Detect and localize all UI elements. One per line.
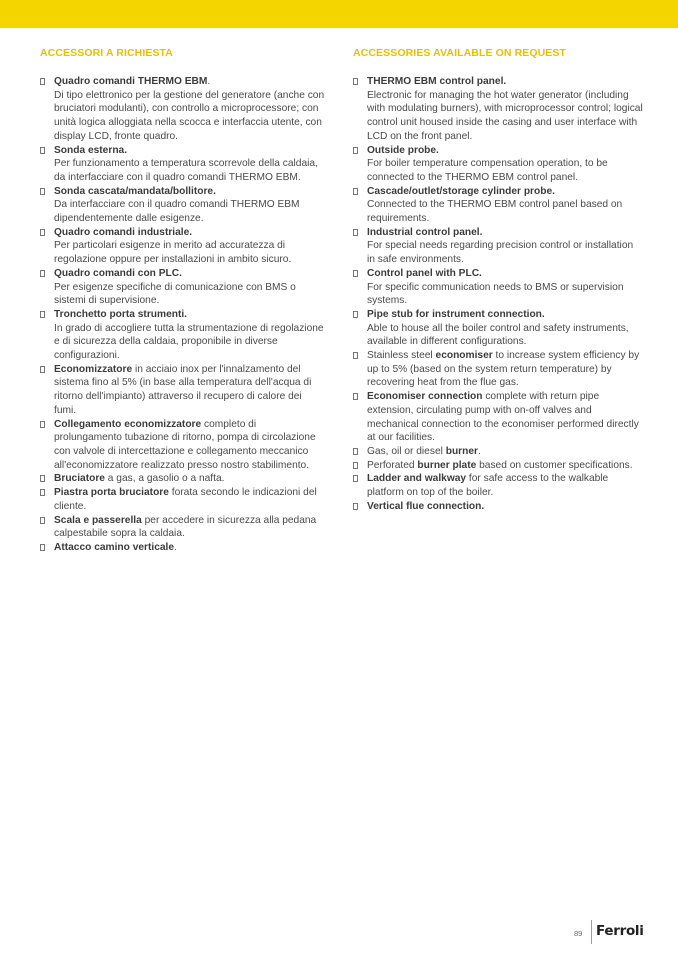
item-title: Quadro comandi con PLC.: [54, 267, 182, 279]
list-item: [353, 390, 643, 445]
item-text: to increase system efficiency by up to 5% (based on the system return temperature) by recovering heat from the flue gas.: [367, 350, 640, 389]
item-text: Able to house all the boiler control and safety instruments, available in different configurations.: [367, 322, 629, 348]
bullet-box-icon: [40, 489, 45, 496]
bullet-box-icon: [40, 188, 45, 195]
list-item: [353, 144, 643, 185]
bullet-box-icon: [353, 462, 358, 469]
bullet-box-icon: [40, 544, 45, 551]
item-title: Control panel with PLC.: [367, 267, 482, 279]
item-text: based on customer specifications.: [476, 459, 633, 471]
item-text: In grado di accogliere tutta la strumentazione di regolazione e di sicurezza della caldaia, proponibile in diverse configurazioni.: [54, 322, 324, 362]
item-text: For special needs regarding precision control or installation in safe environments.: [367, 240, 634, 266]
bullet-box-icon: [353, 188, 358, 195]
list-item: [40, 308, 325, 363]
list-item: [40, 75, 325, 144]
item-text: Gas, oil or diesel: [367, 445, 446, 457]
top-color-band: [0, 0, 678, 28]
bullet-box-icon: [353, 229, 358, 236]
item-text: Per funzionamento a temperatura scorrevole della caldaia, da interfacciare con il quadro comandi THERMO EBM.: [54, 158, 318, 183]
bullet-box-icon: [353, 78, 358, 85]
item-title: Economiser connection: [367, 391, 483, 403]
list-item: [353, 226, 643, 267]
item-text: Da interfacciare con il quadro comandi THERMO EBM dipendentemente dalle esigenze.: [54, 199, 300, 225]
bullet-box-icon: [353, 503, 358, 510]
ferroli-logo: Ferroli: [596, 923, 644, 939]
bullet-box-icon: [40, 270, 45, 277]
english-column: [353, 47, 643, 514]
list-item: [353, 500, 643, 514]
list-item: [353, 459, 643, 473]
bullet-box-icon: [353, 270, 358, 277]
item-text: forata secondo le indicazioni del cliente.: [54, 487, 317, 512]
item-text: for safe access to the walkable platform on top of the boiler.: [367, 473, 609, 499]
list-item: [40, 418, 325, 473]
list-item: [40, 226, 325, 267]
item-title: Pipe stub for instrument connection.: [367, 308, 545, 320]
bullet-box-icon: [353, 147, 358, 154]
list-item: [40, 185, 325, 226]
item-title: Piastra porta bruciatore: [54, 487, 169, 499]
item-title: economiser: [435, 350, 493, 362]
list-item: [353, 472, 643, 499]
list-item: [353, 445, 643, 459]
bullet-box-icon: [353, 352, 358, 359]
item-text: a gas, a gasolio o a nafta.: [104, 473, 225, 485]
list-item: [40, 541, 325, 555]
list-item: [40, 144, 325, 185]
item-text: Connected to the THERMO EBM control panel based on requirements.: [367, 199, 623, 225]
item-title: Sonda cascata/mandata/bollitore.: [54, 185, 216, 197]
list-item: [40, 363, 325, 418]
bullet-box-icon: [40, 78, 45, 85]
italian-column: [40, 47, 325, 555]
list-item: [353, 185, 643, 226]
item-title: Quadro comandi industriale.: [54, 226, 193, 238]
item-text: in acciaio inox per l'innalzamento del sistema fino al 5% (in base alla temperatura dell'acqua di ritorno dell'impianto) attraverso il recupero di calore dei fumi.: [54, 363, 312, 416]
bullet-box-icon: [353, 448, 358, 455]
bullet-box-icon: [40, 311, 45, 318]
bullet-box-icon: [40, 475, 45, 482]
item-text: complete with return pipe extension, circulating pump with on-off valves and mechanical connection to the economiser performed directly at our facilities.: [367, 391, 639, 444]
item-title: Attacco camino verticale: [54, 541, 175, 553]
bullet-box-icon: [40, 421, 45, 428]
item-text: per accedere in sicurezza alla pedana calpestabile sopra la caldaia.: [54, 514, 317, 540]
item-title: Outside probe.: [367, 144, 439, 156]
item-text: completo di prolungamento tubazione di ritorno, pompa di circolazione con valvole di intercettazione e collegamento meccanico all'economizzatore realizzato presso nostro stabilimento.: [54, 418, 316, 471]
item-title: Vertical flue connection.: [367, 500, 485, 512]
list-item: [353, 308, 643, 349]
list-item: [40, 514, 325, 541]
item-text: For boiler temperature compensation operation, to be connected to the THERMO EBM control panel.: [367, 158, 608, 183]
item-text: .: [477, 445, 481, 457]
list-item: [353, 75, 643, 144]
list-item: [353, 349, 643, 390]
section-heading-it: ACCESSORI A RICHIESTA: [40, 47, 173, 59]
bullet-box-icon: [40, 517, 45, 524]
bullet-box-icon: [40, 229, 45, 236]
accessory-list-en: [353, 75, 643, 514]
item-title: Collegamento economizzatore: [54, 418, 202, 430]
item-text: Perforated: [367, 459, 418, 471]
list-item: [40, 472, 325, 486]
item-title: Industrial control panel.: [367, 226, 483, 238]
item-title: Quadro comandi THERMO EBM: [54, 76, 208, 87]
item-text: For specific communication needs to BMS or supervision systems.: [367, 281, 624, 307]
item-text: .: [174, 541, 177, 553]
list-item: [40, 486, 325, 513]
item-title: Sonda esterna.: [54, 144, 128, 156]
item-title: Economizzatore: [54, 363, 133, 375]
item-text: Di tipo elettronico per la gestione del generatore (anche con bruciatori modulanti), con controllo a microprocessore; con unità logica alloggiata nella scocca e interfaccia utente, con display LCD, fronte quadro.: [54, 89, 325, 142]
item-title: Scala e passerella: [54, 514, 142, 526]
item-text: Stainless steel: [367, 350, 436, 362]
bullet-box-icon: [353, 311, 358, 318]
accessory-list-it: [40, 75, 325, 555]
item-title: Cascade/outlet/storage cylinder probe.: [367, 185, 555, 197]
bullet-box-icon: [353, 475, 358, 482]
item-text: .: [207, 76, 211, 87]
bullet-box-icon: [40, 366, 45, 373]
item-title: burner: [445, 445, 478, 457]
item-title: Tronchetto porta strumenti.: [54, 308, 188, 320]
item-text: Per esigenze specifiche di comunicazione con BMS o sistemi di supervisione.: [54, 281, 296, 307]
item-text: Per particolari esigenze in merito ad accuratezza di regolazione oppure per installazioni in ambito sicuro.: [54, 240, 292, 266]
item-title: burner plate: [417, 459, 477, 471]
item-title: THERMO EBM control panel.: [367, 76, 507, 87]
item-title: Bruciatore: [54, 473, 105, 485]
item-title: Ladder and walkway: [367, 473, 467, 485]
page-number: 89: [574, 929, 583, 938]
footer-divider: [591, 920, 592, 944]
list-item: [353, 267, 643, 308]
bullet-box-icon: [353, 393, 358, 400]
section-heading-en: ACCESSORIES AVAILABLE ON REQUEST: [353, 47, 567, 59]
bullet-box-icon: [40, 147, 45, 154]
list-item: [40, 267, 325, 308]
item-text: Electronic for managing the hot water generator (including with modulating burners), with microprocessor control; logical control unit housed inside the casing and user interface with LCD on the front panel.: [367, 89, 643, 142]
